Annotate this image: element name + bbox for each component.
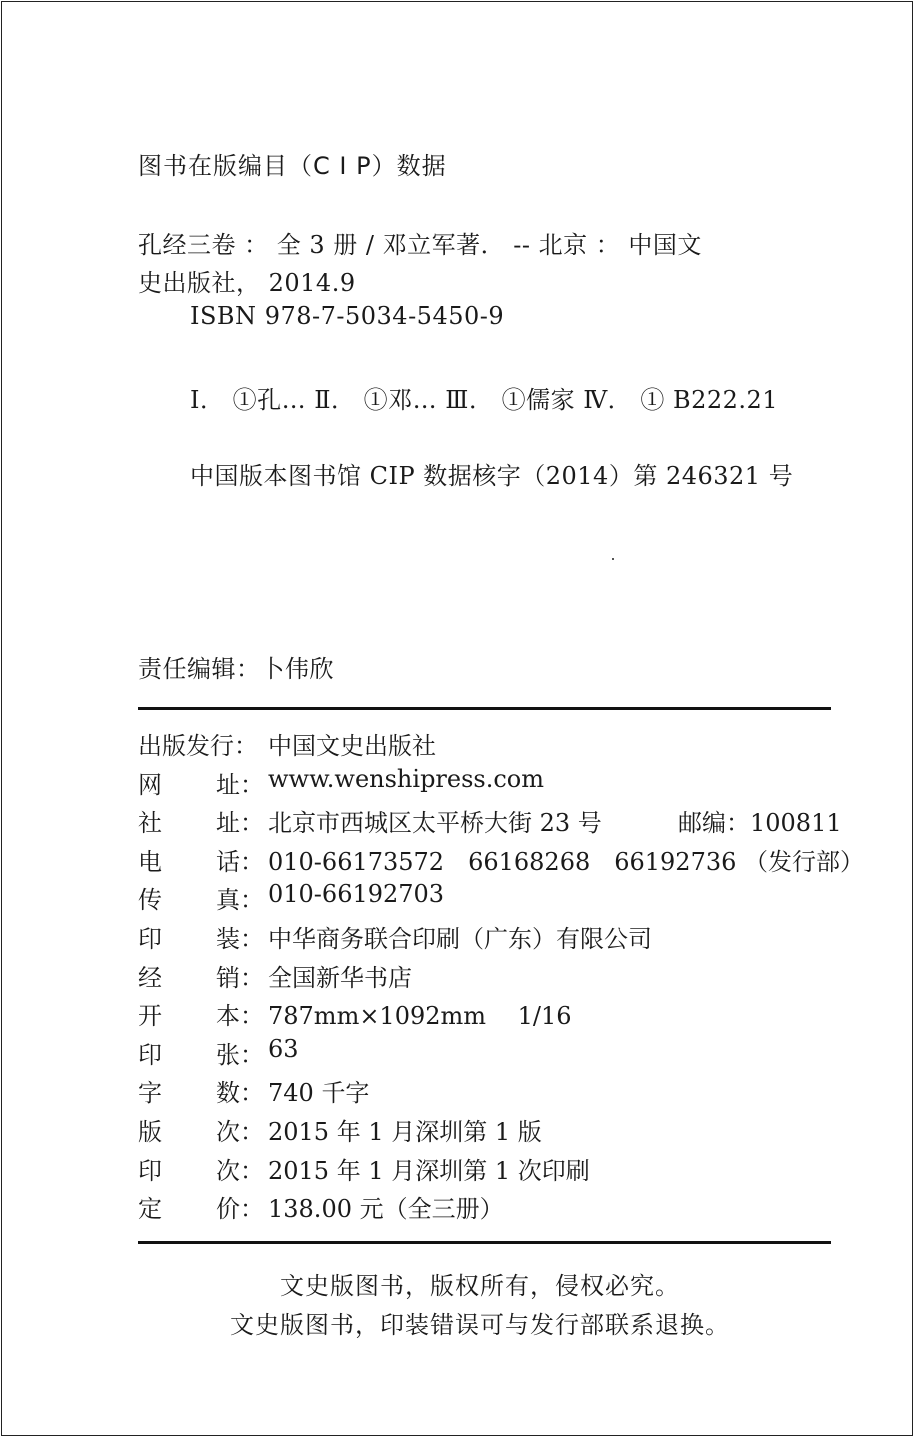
info-value: 787mm×1092mm 1/16 [268,1002,572,1030]
info-key-suffix: 装： [216,925,264,953]
cip-line-2: 史出版社， 2014.9 [138,269,356,297]
cip-classification: Ⅰ． ①孔… Ⅱ． ①邓… Ⅲ． ①儒家 Ⅳ． ① B222.21 [190,386,779,414]
info-key-suffix: 次： [216,1118,264,1146]
info-key: 社 [138,809,162,837]
info-value: 138.00 元（全三册） [268,1195,504,1223]
stray-dot [612,558,614,560]
info-value: 63 [268,1035,299,1063]
info-value: 010-66192703 [268,880,445,908]
top-rule [138,707,831,710]
info-value: 740 千字 [268,1079,370,1107]
info-key-suffix: 真： [216,886,264,914]
info-key: 出版发行： [138,732,258,760]
bottom-rule [138,1241,831,1244]
cip-isbn: ISBN 978-7-5034-5450-9 [190,302,505,330]
info-key: 印 [138,1041,162,1069]
info-key-suffix: 张： [216,1041,264,1069]
info-value: 中华商务联合印刷（广东）有限公司 [268,925,652,953]
info-value: 010-66173572 66168268 66192736 （发行部） [268,848,865,876]
info-value: 全国新华书店 [268,964,412,992]
info-key-suffix: 数： [216,1079,264,1107]
cip-record-number: 中国版本图书馆 CIP 数据核字（2014）第 246321 号 [190,462,794,490]
info-key-suffix: 次： [216,1157,264,1185]
info-key-suffix: 址： [216,809,264,837]
editor-label: 责任编辑： [138,655,261,683]
return-notice: 文史版图书，印装错误可与发行部联系退换。 [230,1311,730,1339]
editor-line [138,649,334,684]
info-key: 电 [138,848,162,876]
info-key: 开 [138,1002,162,1030]
info-value: 2015 年 1 月深圳第 1 次印刷 [268,1157,590,1185]
info-extra: 邮编：100811 [678,809,842,837]
cip-title: 图书在版编目（C I P）数据 [138,152,447,180]
info-key-suffix: 销： [216,964,264,992]
editor-name: 卜伟欣 [260,655,334,683]
info-key: 定 [138,1195,162,1223]
info-key: 字 [138,1079,162,1107]
info-key: 印 [138,925,162,953]
info-value: 中国文史出版社 [268,732,436,760]
info-key: 经 [138,964,162,992]
info-value: 北京市西城区太平桥大街 23 号 [268,809,602,837]
info-key: 印 [138,1157,162,1185]
info-key-suffix: 价： [216,1195,264,1223]
info-key: 网 [138,771,162,799]
info-value: www.wenshipress.com [268,765,545,793]
cip-line-1: 孔经三卷 ： 全 3 册 / 邓立军著． -- 北京 ： 中国文 [138,231,702,259]
info-key-suffix: 址： [216,771,264,799]
info-key: 版 [138,1118,162,1146]
info-key-suffix: 本： [216,1002,264,1030]
info-key: 传 [138,886,162,914]
info-key-suffix: 话： [216,848,264,876]
copyright-notice: 文史版图书，版权所有，侵权必究。 [280,1272,680,1300]
info-value: 2015 年 1 月深圳第 1 版 [268,1118,542,1146]
